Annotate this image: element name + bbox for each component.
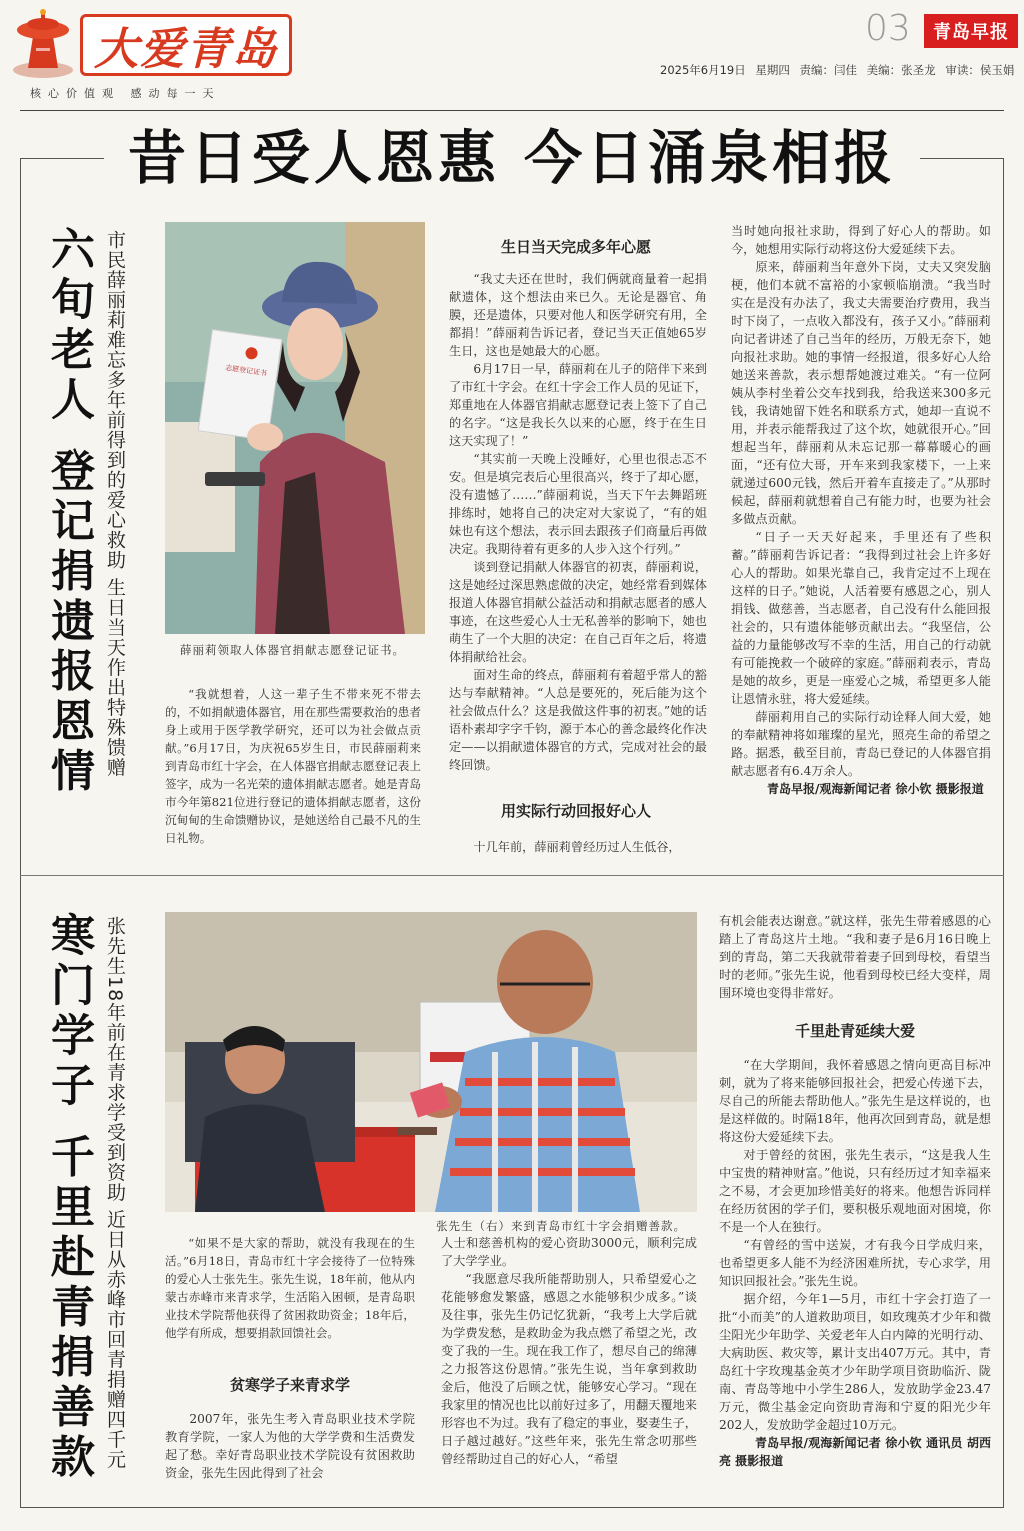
story2-byline: 青岛早报/观海新闻记者 徐小钦 通讯员 胡西亮 摄影报道 <box>719 1436 991 1468</box>
paper-name-badge: 青岛早报 <box>924 14 1018 48</box>
frame-top-right-line <box>920 158 1004 159</box>
slogan: 核心价值观 感动每一天 <box>30 87 221 100</box>
story2-paragraph: 2007年，张先生考入青岛职业技术学院教育学院，一家人为他的大学学费和生活费发起了愁。幸好青岛职业技术学院设有贫困救助资金，张先生因此得到了社会 <box>165 1412 415 1480</box>
story1-subheadline: 市民薛丽莉难忘多年前得到的爱心救助 生日当天作出特殊馈赠 <box>104 230 126 778</box>
story1-column-middle <box>449 270 707 774</box>
story2-paragraph: “有曾经的雪中送炭，才有我今日学成归来，也希望更多人能不为经济困难所扰，专心求学，用知识回报社会。”张先生说。 <box>719 1238 991 1288</box>
story2-photo-caption: 张先生（右）来到青岛市红十字会捐赠善款。 <box>436 1219 686 1233</box>
story1-paragraph: 面对生命的终点，薛丽莉有着超乎常人的豁达与奉献精神。“人总是要死的，死后能为这个社会做点什么？这是我做这件事的初衷。”她的话语朴素却字字千钧，源于本心的善念最终化作决定——以捐献遗体器官的方式，完成对社会的最终回馈。 <box>449 668 707 772</box>
story2-photo <box>165 912 697 1212</box>
story2-paragraph: “我愿意尽我所能帮助别人，只希望爱心之花能够愈发繁盛，感恩之水能够积少成多。”谈及往事，张先生仍记忆犹新，“我考上大学后就为学费发愁，是救助金为我点燃了希望之光，改变了我的一生。现在我工作了，想尽自己的绵薄之力报答这份恩情。”张先生说，当年拿到救助金后，他没了后顾之忧，能够安心学习。“现在我家里的情况也比以前好过多了，用翻天覆地来形容也不为过。我有了稳定的事业，娶妻生子，日子越过越好。”这些年来，张先生常念叨那些曾经帮助过自己的好心人，“希望 <box>441 1272 697 1466</box>
story1-photo <box>165 222 425 634</box>
story2-paragraph: 人士和慈善机构的爱心资助3000元，顺利完成了大学学业。 <box>441 1236 697 1268</box>
story2-lead <box>165 1234 415 1342</box>
story1-lead <box>165 685 421 847</box>
story1-paragraph: 原来，薛丽莉当年意外下岗，丈夫又突发脑梗，他们本就不富裕的小家顿临崩溃。“我当时实在是没有办法了，我丈夫需要治疗费用，我当时下岗了，一点收入都没有，孩子又小。”薛丽莉向记者讲述了自己当年的经历，万般无奈下，她向报社求助。她的事情一经报道，很多好心人给她送来善款，表示想帮她渡过难关。“有一位阿姨从李村坐着公交车找到我，给我送来300多元钱，我请她留下姓名和联系方式，她却一直说不用，并表示能帮我过了这个坎，她就很开心。”回想起当年，薛丽莉从未忘记那一幕幕暖心的画面，“还有位大哥，开车来到我家楼下，一上来就递过600元钱，然后开着车直接走了。”从那时候起，薛丽莉就想着自己有能力时，也要为社会多做点贡献。 <box>731 260 991 526</box>
story1-paragraph: 6月17日一早，薛丽莉在儿子的陪伴下来到了市红十字会。在红十字会工作人员的见证下，郑重地在人体器官捐献志愿登记表上签下了自己的名字。“这是我长久以来的心愿，终于在生日这天实现了！” <box>449 362 707 448</box>
story2-paragraph: 对于曾经的贫困，张先生表示，“这是我人生中宝贵的精神财富。”他说，只有经历过才知幸福来之不易，才会更加珍惜美好的将来。他想告诉同样在经历贫困的学子们，要积极乐观地面对困境，你不是一个人在独行。 <box>719 1148 991 1234</box>
story1-subhead-birthday: 生日当天完成多年心愿 <box>500 238 651 256</box>
story1-paragraph: “我丈夫还在世时，我们俩就商量着一起捐献遗体，这个想法由来已久。无论是器官、角膜，还是遗体，只要对他人和医学研究有用，全都捐！”薛丽莉告诉记者，登记当天正值她65岁生日，这也是她最大的心愿。 <box>449 272 707 358</box>
story2-subhead-continue: 千里赴青延续大爱 <box>794 1022 915 1040</box>
dateline: 2025年6月19日 星期四 责编：闫佳 美编：张圣龙 审读：侯玉娟 <box>660 63 1015 77</box>
story2-column-middle <box>441 1234 697 1468</box>
story2-paragraph: “在大学期间，我怀着感恩之情向更高目标冲刺，就为了将来能够回报社会，把爱心传递下去，尽自己的所能去帮助他人。”张先生是这样说的，也是这样做的。时隔18年，他再次回到青岛，就是想将这份大爱延续下去。 <box>719 1058 991 1144</box>
story1-paragraph: “其实前一天晚上没睡好，心里也很忐忑不安。但是填完表后心里很高兴，终于了却心愿，没有遗憾了……”薛丽莉说，当天下午去舞蹈班排练时，她将自己的决定对大家说了，“有的姐妹也有这个想法，表示回去跟孩子们商量后再做决定。我期待着有更多的人步入这个行列。” <box>449 452 707 556</box>
story2-column-right-top <box>719 912 991 1002</box>
story1-paragraph: 当时她向报社求助，得到了好心人的帮助。如今，她想用实际行动将这份大爱延续下去。 <box>731 224 991 256</box>
story2-subheadline: 张先生18年前在青求学受到资助 近日从赤峰市回青捐赠四千元 <box>104 916 126 1470</box>
story1-column-middle-tail <box>449 838 707 856</box>
story2-lead-paragraph: “如果不是大家的帮助，就没有我现在的生活。”6月18日，青岛市红十字会接待了一位特殊的爱心人士张先生。张先生说，18年前，他从内蒙古赤峰市来青求学，生活陷入困顿，是青岛职业技术学院帮他获得了贫困救助资金；18年后，他学有所成，想要捐款回馈社会。 <box>165 1236 415 1340</box>
story2-headline: 寒门学子 千里赴青捐善款 <box>43 912 94 1484</box>
story1-column-right <box>731 222 991 798</box>
story1-lead-paragraph: “我就想着，人这一辈子生不带来死不带去的，不如捐献遗体器官，用在那些需要救治的患者身上或用于医学教学研究，还可以为社会做点贡献。”6月17日，为庆祝65岁生日，市民薛丽莉来到青岛市红十字会，在人体器官捐献志愿登记表上签字，成为一名光荣的遗体捐献志愿者。她是青岛市今年第821位进行登记的遗体捐献志愿者，这份沉甸甸的生命馈赠协议，是她送给自己最不凡的生日礼物。 <box>165 687 421 845</box>
page-main-title: 昔日受人恩惠 今日涌泉相报 <box>127 124 897 192</box>
brand-title: 大爱青岛 <box>80 14 292 76</box>
story-divider <box>20 875 1004 876</box>
story1-byline: 青岛早报/观海新闻记者 徐小钦 摄影报道 <box>767 782 984 796</box>
header-divider <box>20 110 1004 111</box>
tower-logo-icon <box>8 8 78 80</box>
story2-paragraph: 据介绍，今年1—5月，市红十字会打造了一批“小而美”的人道救助项目，如玫瑰英才少年和微尘阳光少年助学、关爱老年人白内障的光明行动、大病助医、救灾等，累计支出407万元。其中，青岛红十字玫瑰基金英才少年助学项目资助临沂、陇南、青岛等地中小学生286人，发放助学金23.47万元，微尘基金定向资助青海和宁夏的阳光少年202人，发放助学金超过10万元。 <box>719 1292 991 1432</box>
story1-photo-caption: 薛丽莉领取人体器官捐献志愿登记证书。 <box>180 643 405 657</box>
story1-subhead-repay: 用实际行动回报好心人 <box>500 802 651 820</box>
story1-headline: 六旬老人 登记捐遗报恩情 <box>43 226 94 798</box>
story1-paragraph: 谈到登记捐献人体器官的初衷，薛丽莉说，这是她经过深思熟虑做的决定，她经常看到媒体报道人体器官捐献公益活动和捐献志愿者的感人事迹，在这些爱心人士无私善举的影响下，她也萌生了一个大胆的决定：在自己百年之后，将遗体捐献给社会。 <box>449 560 707 664</box>
story2-column-right <box>719 1056 991 1470</box>
frame-top-left-line <box>20 158 104 159</box>
story2-column-left-tail <box>165 1410 415 1482</box>
story2-paragraph: 有机会能表达谢意。”就这样，张先生带着感恩的心踏上了青岛这片土地。“我和妻子是6月16日晚上到的青岛，第二天我就带着妻子回到母校，看望当时的老师。”张先生说，他看到母校已经大变样，周围环境也变得非常好。 <box>719 914 991 1000</box>
story1-paragraph: 十几年前，薛丽莉曾经历过人生低谷， <box>473 840 681 854</box>
certificate-title: 志愿登记证书 <box>224 363 268 378</box>
story1-paragraph: “日子一天天好起来，手里还有了些积蓄。”薛丽莉告诉记者：“我得到过社会上许多好心人的帮助。如果光靠自己，我肯定过不上现在这样的日子。”她说，人活着要有感恩之心，别人捐钱、做慈善，当志愿者，自己没有什么能回报社会的，只有遗体能够贡献出去。“我坚信，公益的力量能够改写不幸的生活，用自己的行动就有可能挽救一个破碎的家庭。”薛丽莉表示，青岛是她的故乡，更是一座爱心之城，希望更多人能让恩情永驻，将大爱延续。 <box>731 530 991 706</box>
story2-subhead-student: 贫寒学子来青求学 <box>229 1376 350 1394</box>
page-number: 03 <box>865 8 911 49</box>
story1-paragraph: 薛丽莉用自己的实际行动诠释人间大爱，她的奉献精神将如璀璨的星光，照亮生命的希望之路。据悉，截至目前，青岛已登记的人体器官捐献志愿者有6.4万余人。 <box>731 710 991 778</box>
